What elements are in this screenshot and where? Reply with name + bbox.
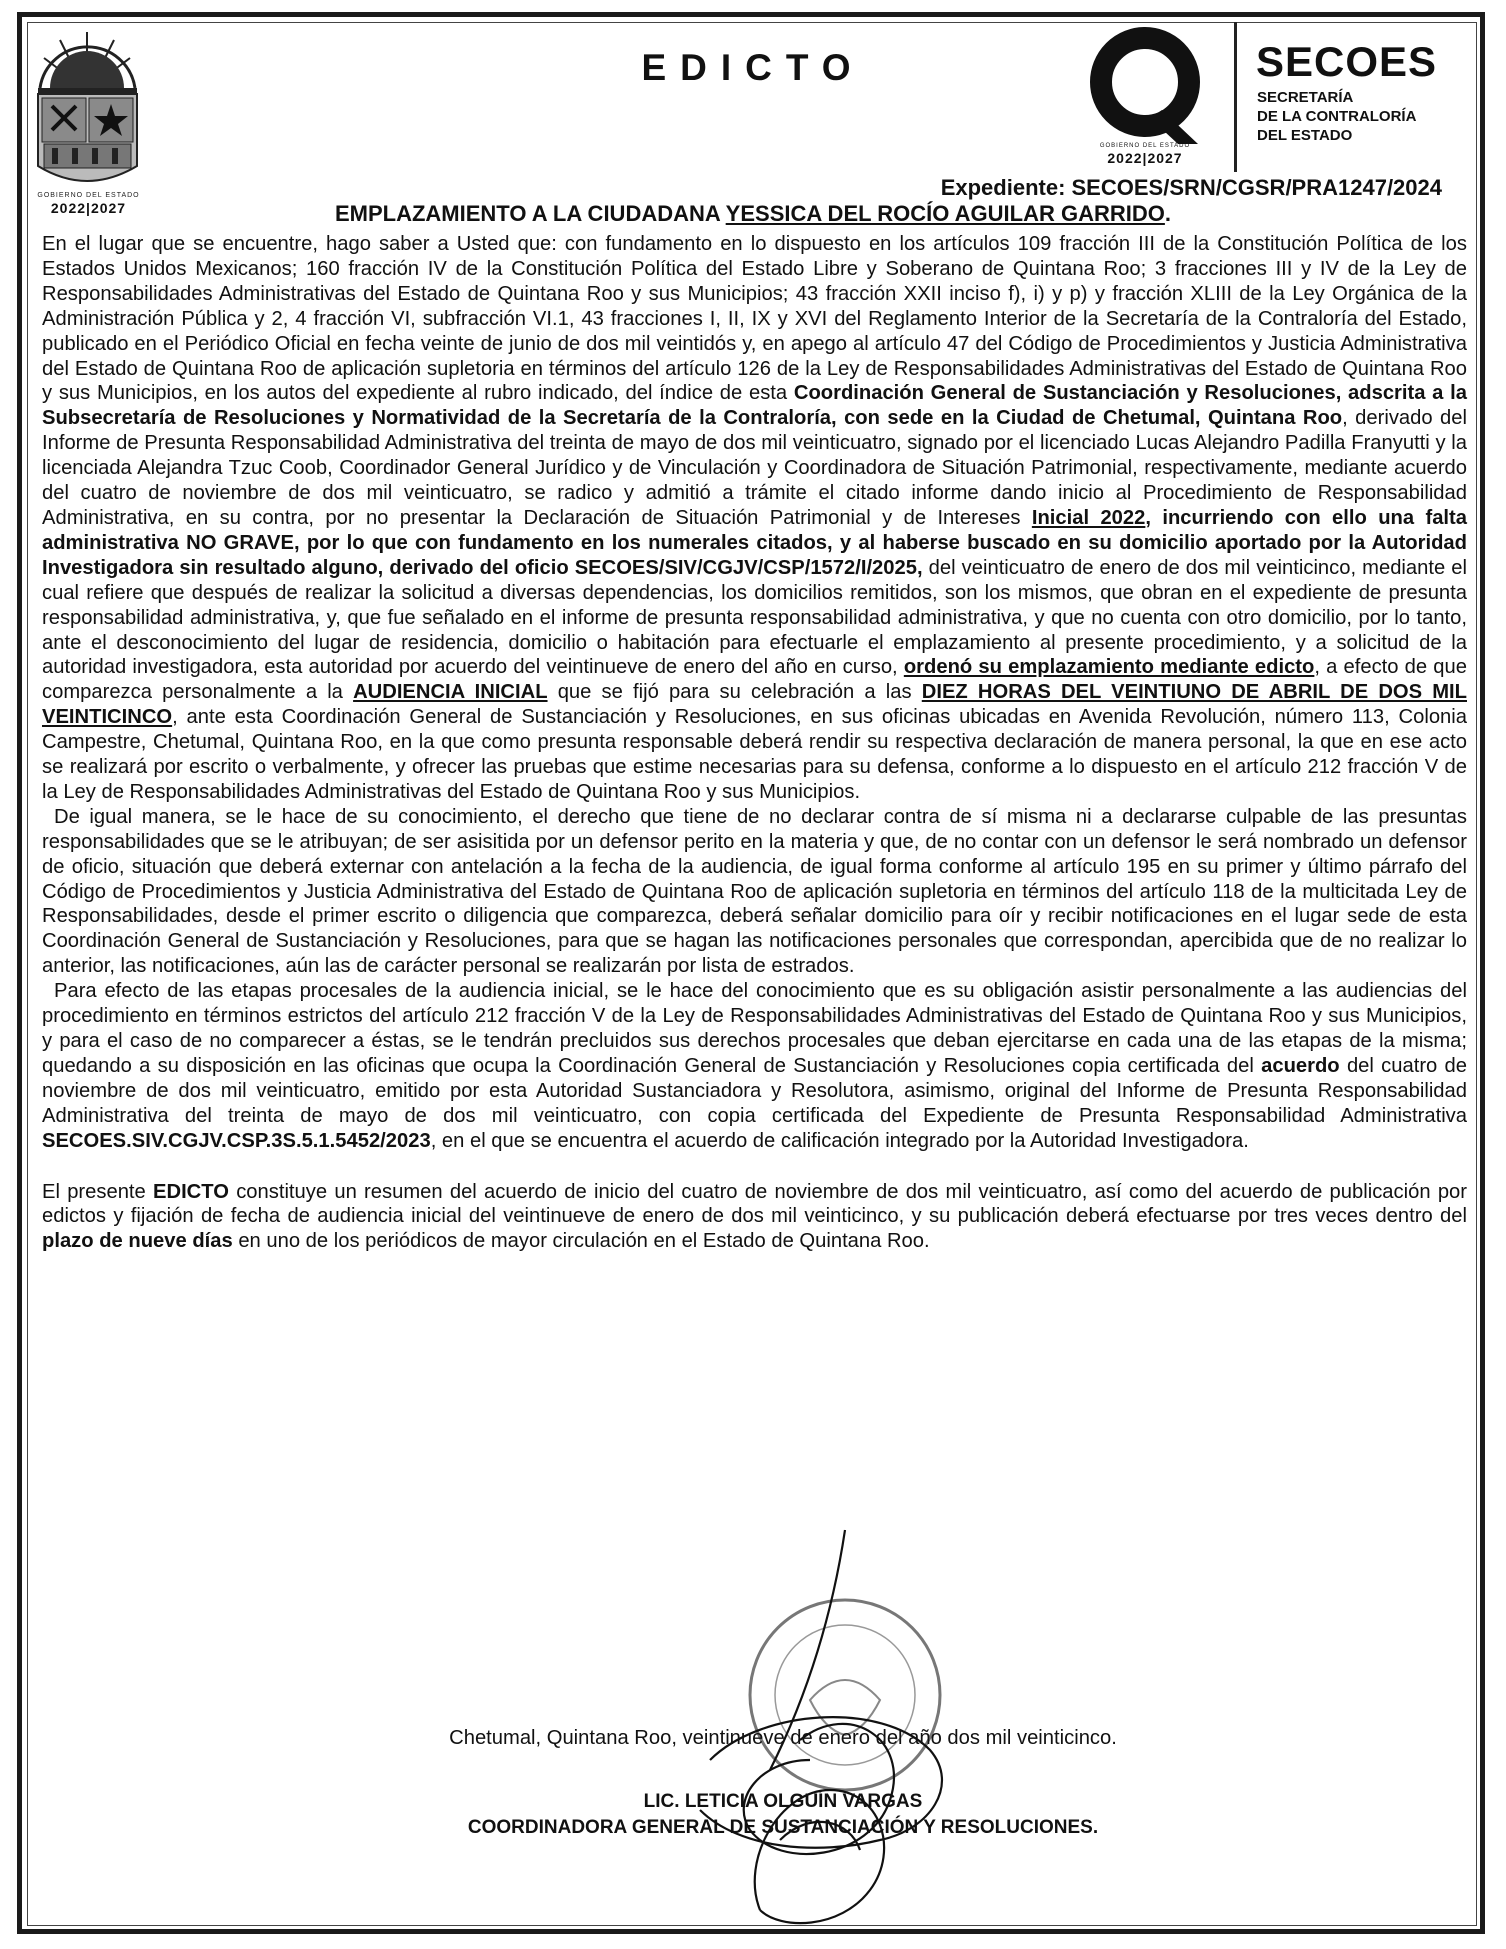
p3-text-c: del cuatro de noviembre de dos mil veinticuatro, emitido por esta Autoridad Sustanciadora y Resolutora, asimismo, original del Informe de Presunta Responsabilidad Administrativa del treinta de mayo de dos mil veinticuatro, con copia certificada del Expediente de Presunta Responsabilidad Administrativa [42, 1054, 1468, 1127]
p1-edict-order: ordenó su emplazamiento mediante edicto [903, 656, 1315, 679]
handwritten-signature [680, 1510, 1000, 1940]
p4-text-e: en uno de los periódicos de mayor circulación en el Estado de Quintana Roo. [232, 1230, 930, 1253]
agency-sub-line-1: SECRETARÍA [1257, 89, 1354, 106]
summons-heading [0, 201, 1506, 227]
paragraph-1 [42, 232, 1467, 805]
p3-file-number: SECOES.SIV.CGJV.CSP.3S.5.1.5452/2023 [42, 1129, 431, 1152]
p1-fault-description: , incurriendo con ello una falta administrativa NO GRAVE, por lo que con fundamento en los numerales citados, y al haberse buscado en su domicilio aportado por la Autoridad Investigadora sin resultado alguno, derivado del oficio SECOES/SIV/CGJV/CSP/1572/I/2025, [42, 506, 1467, 579]
p1-hearing-datetime: DIEZ HORAS DEL VEINTIUNO DE ABRIL DE DOS MIL VEINTICINCO [42, 681, 1467, 729]
case-number: Expediente: SECOES/SRN/CGSR/PRA1247/2024 [940, 175, 1442, 200]
agency-sub-line-3: DEL ESTADO [1257, 127, 1353, 144]
paragraph-3 [42, 979, 1467, 1153]
agency-sub-line-2: DE LA CONTRALORÍA [1257, 108, 1417, 125]
p4-text-a: El presente [42, 1180, 154, 1203]
p4-deadline: plazo de nueve días [42, 1230, 233, 1253]
p3-text-a: Para efecto de las etapas procesales de la audiencia inicial, se le hace del conocimiento que es su obligación asistir personalmente a las audiencias del procedimiento en términos estrictos del artículo 212 fracción V de la Ley de Responsabilidades Administrativas del Estado de Quintana Roo y sus Municipios, y para el caso de no comparecer a éstas, se le tendrán precluidos sus derechos procesales que deban ejercitarse en cada una de las etapas de la misma; quedando a su disposición en las oficinas que ocupa la Coordinación General de Sustanciación y Resoluciones copia certificada del [42, 980, 1467, 1077]
p1-text-a: En el lugar que se encuentre, hago saber a Usted que: con fundamento en lo dispuesto en los artículos 109 fracción III de la Constitución Política de los Estados Unidos Mexicanos; 160 fracción IV de la Constitución Política del Estado Libre y Soberano de Quintana Roo; 3 fracciones III y IV de la Ley de Responsabilidades Administrativas del Estado de Quintana Roo y sus Municipios; 43 fracción XXII inciso f), i) y p) y fracción XLIII de la Ley Orgánica de la Administración Pública y 2, 4 fracción VI, subfracción VI.1, 43 fracciones I, II, IX y XVI del Reglamento Interior de la Secretaría de la Contraloría del Estado, publicado en el Periódico Oficial en fecha veinte de junio de dos mil veintidós y, en apego al artículo 47 del Código de Procedimientos y Justicia Administrativa del Estado de Quintana Roo de aplicación supletoria en términos del artículo 126 de la Ley de Responsabilidades Administrativas del Estado de Quintana Roo y sus Municipios, en los autos del expediente al rubro indicado, del índice de esta [42, 233, 1467, 405]
q-government-logo [1070, 22, 1220, 197]
p1-coordination-name: Coordinación General de Sustanciación y Resoluciones, adscrita a la Subsecretaría de Resoluciones y Normatividad de la Secretaría de la Contraloría, con sede en la Ciudad de Chetumal, Quintana Roo [42, 382, 1467, 430]
p1-text-l: , ante esta Coordinación General de Sustanciación y Resoluciones, en sus oficinas ubicadas en Avenida Revolución, número 113, Colonia Campestre, Chetumal, Quintana Roo, en la que como presunta responsable deberá rendir su respectiva declaración de manera personal, la que en ese acto se realizará por escrito o verbalmente, y ofrecer las pruebas que estime necesarias para su defensa, conforme a lo dispuesto en el artículo 212 fracción V de la Ley de Responsabilidades Administrativas del Estado de Quintana Roo y sus Municipios. [42, 706, 1467, 803]
p1-text-h: , a efecto de que comparezca personalmente a la [42, 656, 1467, 704]
right-logo-caption: GOBIERNO DEL ESTADO [1099, 143, 1191, 149]
p1-text-f: del veinticuatro de enero de dos mil veinticinco, mediante el cual refiere que después de realizar la solicitud a diversas dependencias, los domicilios remitidos, son los mismos, que obran en el expediente de presunta responsabilidad administrativa, y, que fue señalado en el informe de presunta responsabilidad administrativa, y que no cuenta con otro domicilio, por lo tanto, ante el desconocimiento del lugar de residencia, domicilio o habitación para efectuarle el emplazamiento al presente procedimiento, y a solicitud de la autoridad investigadora, esta autoridad por acuerdo del veintinueve de enero del año en curso, [42, 556, 1467, 679]
left-logo-caption: GOBIERNO DEL ESTADO [37, 192, 140, 199]
signer-name: LIC. LETICIA OLGUÍN VARGAS [643, 1791, 923, 1812]
p3-text-e: , en el que se encuentra el acuerdo de calificación integrado por la Autoridad Investigadora. [430, 1129, 1249, 1152]
heading-suffix: . [1164, 201, 1172, 226]
p3-agreement-word: acuerdo [1261, 1054, 1340, 1077]
page-title: EDICTO [641, 47, 865, 88]
p4-text-c: constituye un resumen del acuerdo de inicio del cuatro de noviembre de dos mil veinticuatro, así como del acuerdo de publicación por edictos y fijación de fecha de audiencia inicial del veintinueve de enero de dos mil veinticinco, y su publicación deberá efectuarse por tres veces dentro del [42, 1180, 1467, 1228]
place-and-date: Chetumal, Quintana Roo, veintinueve de enero del año dos mil veinticinco. [449, 1727, 1117, 1749]
paragraph-2: De igual manera, se le hace de su conocimiento, el derecho que tiene de no declarar contra de sí misma ni a declararse culpable de las presuntas responsabilidades que se le atribuyan; de ser asisitida por un defensor perito en la materia y que, de no contar con un defensor le será nombrado un defensor de oficio, situación que deberá externar con antelación a la fecha de la audiencia, de igual forma conforme al artículo 195 en su primer y último párrafo del Código de Procedimientos y Justicia Administrativa del Estado de Quintana Roo de aplicación supletoria en términos del artículo 118 de la multicitada Ley de Responsabilidades, desde el primer escrito o diligencia que comparezca, deberá señalar domicilio para oír y recibir notificaciones en el lugar sede de esta Coordinación General de Sustanciación y Resoluciones, para que se hagan las notificaciones personales que correspondan, apercibida que de no realizar lo anterior, las notificaciones, aún las de carácter personal se realizarán por lista de estrados. [42, 805, 1467, 978]
edict-body [42, 232, 1467, 1254]
p1-text-c: , derivado del Informe de Presunta Responsabilidad Administrativa del treinta de mayo de dos mil veinticuatro, signado por el licenciado Lucas Alejandro Padilla Franyutti y la licenciada Alejandra Tzuc Coob, Coordinador General Jurídico y de Vinculación y Coordinadora de Situación Patrimonial, respectivamente, mediante acuerdo del cuatro de noviembre de dos mil veinticuatro, se radico y admitió a trámite el citado informe dando inicio al Procedimiento de Responsabilidad Administrativa, en su contra, por no presentar la Declaración de Situación Patrimonial y de Intereses [42, 407, 1467, 529]
p1-hearing-label: AUDIENCIA INICIAL [353, 681, 548, 704]
signer-role: COORDINADORA GENERAL DE SUSTANCIACIÓN Y RESOLUCIONES. [467, 1817, 1099, 1838]
left-logo-years: 2022|2027 [50, 200, 127, 216]
p1-text-j: que se fijó para su celebración a las [547, 681, 922, 704]
agency-subtitle [1257, 88, 1416, 145]
logo-divider [1234, 22, 1237, 172]
p1-declaration-type: Inicial 2022 [1031, 506, 1146, 529]
paragraph-4 [42, 1180, 1467, 1255]
agency-name: SECOES [1256, 38, 1438, 85]
p4-edict-word: EDICTO [153, 1180, 229, 1203]
defendant-name: YESSICA DEL ROCÍO AGUILAR GARRIDO [725, 201, 1165, 226]
heading-prefix: EMPLAZAMIENTO A LA CIUDADANA [334, 201, 726, 226]
right-logo-years: 2022|2027 [1107, 150, 1183, 166]
